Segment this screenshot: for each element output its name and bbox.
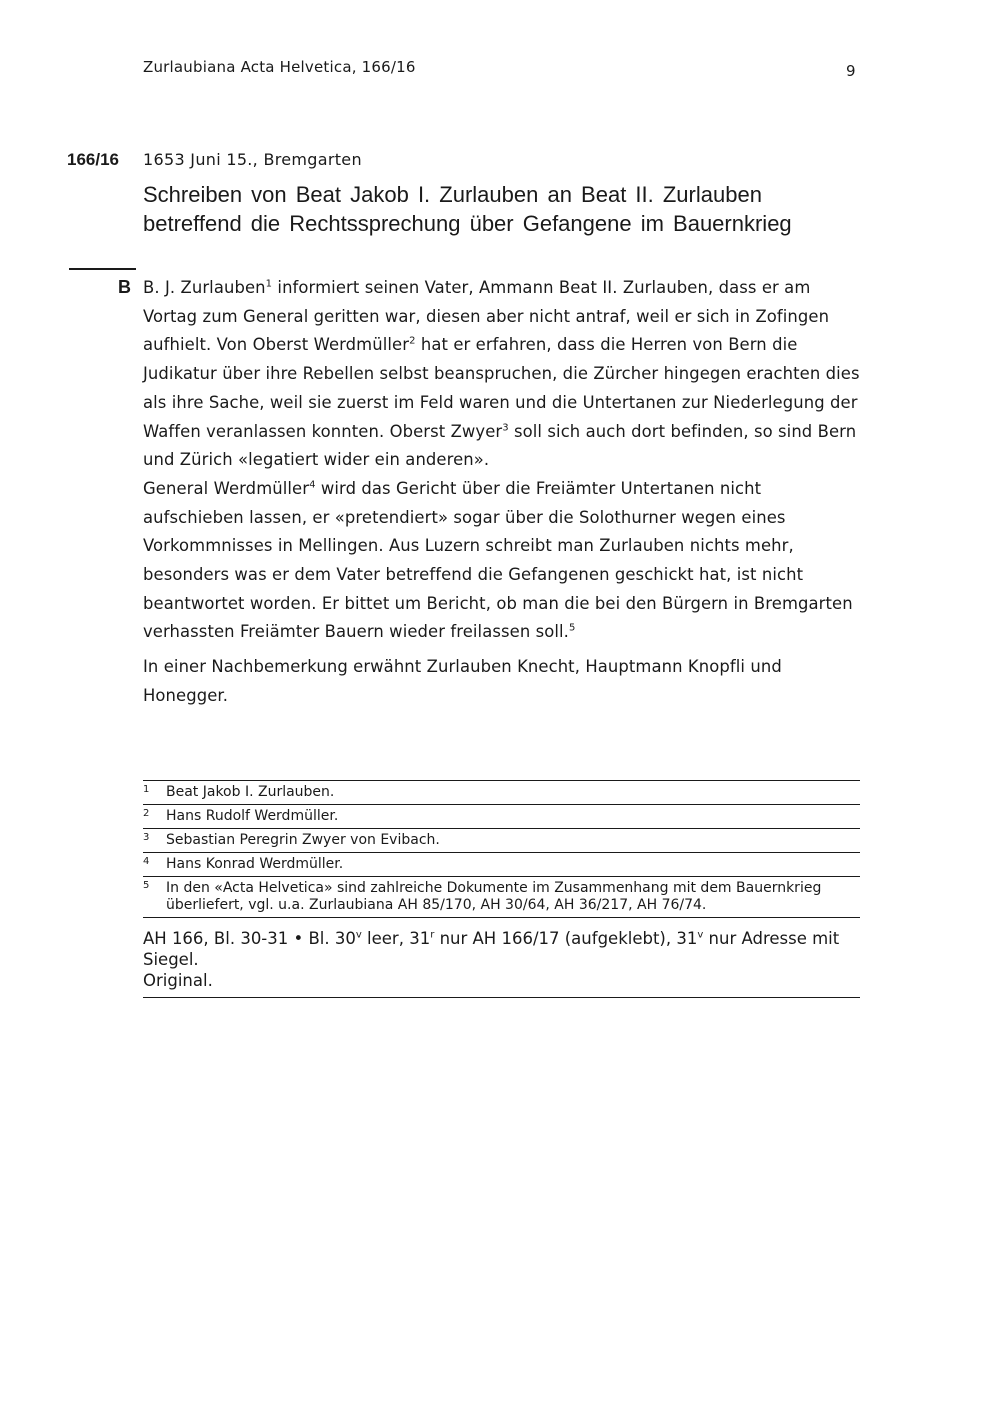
entry-number [67, 150, 119, 170]
section-rule [69, 268, 136, 270]
body-paragraph-1: B. J. Zurlauben$^1$ informiert seinen Vater, Ammann Beat II. Zurlauben, dass er am Vortag zum General geritten war, diesen aber nicht antraf, weil er sich in Zofingen aufhielt. Von Oberst Werdmüller$^2$ hat er erfahren, dass die Herren von Bern die Judikatur über ihre Rebellen selbst beanspruchen, die Zürcher hingegen erachten dies als ihre Sache, weil sie zuerst im Feld waren und die Untertanen zur Niederlegung der Waffen veranlassen konnten. Oberst Zwyer$^3$ soll sich auch dort befinden, so sind Bern und Zürich «legatiert wider ein anderen». [143, 278, 860, 470]
footnote-number: 1 [143, 784, 150, 795]
source-type: Original. [143, 971, 213, 990]
footnote-number: 3 [143, 832, 150, 843]
source-description [143, 928, 860, 998]
footnote-text: Sebastian Peregrin Zwyer von Evibach. [166, 832, 440, 848]
footnote-number: 2 [143, 808, 150, 819]
footnote-text: Beat Jakob I. Zurlauben. [166, 784, 335, 800]
footnote-text: Hans Rudolf Werdmüller. [166, 808, 339, 824]
footnotes [143, 780, 860, 918]
entry-title: Schreiben von Beat Jakob I. Zurlauben an Beat II. Zurlauben betreffend die Rechtssprechung über Gefangene im Bauernkrieg [143, 182, 792, 236]
footnote-3 [143, 829, 860, 853]
footnote-text: Hans Konrad Werdmüller. [166, 856, 344, 872]
running-head: Zurlaubiana Acta Helvetica, 166/16 [143, 58, 416, 76]
footnote-4 [143, 853, 860, 877]
body-paragraph-2: General Werdmüller$^4$ wird das Gericht über die Freiämter Untertanen nicht aufschieben lassen, er «pretendiert» sogar über die Solothurner wegen eines Vorkommnisses in Mellingen. Aus Luzern schreibt man Zurlauben nichts mehr, besonders was er dem Vater betreffend die Gefangenen geschickt hat, ist nicht beantwortet worden. Er bittet um Bericht, ob man die bei den Bürgern in Bremgarten verhassten Freiämter Bauern wieder freilassen soll.$^5$ [143, 478, 853, 642]
footnote-1 [143, 781, 860, 805]
section-marker: B [118, 277, 131, 297]
footnote-ref-4: 4 [309, 479, 316, 491]
page-number: 9 [846, 62, 856, 80]
entry-number-sub: /16 [95, 150, 120, 169]
regest-body [143, 274, 863, 711]
footnote-text: In den «Acta Helvetica» sind zahlreiche Dokumente im Zusammenhang mit dem Bauernkrieg überliefert, vgl. u.a. Zurlaubiana AH 85/170, AH 30/64, AH 36/217, AH 76/74. [166, 880, 822, 913]
footnote-2 [143, 805, 860, 829]
footnote-ref-2: 2 [409, 335, 416, 347]
footnote-number: 5 [143, 880, 150, 891]
footnote-ref-5: 5 [569, 622, 576, 634]
body-paragraph-3: In einer Nachbemerkung erwähnt Zurlauben Knecht, Hauptmann Knopfli und Honegger. [143, 657, 782, 705]
footnote-ref-3: 3 [502, 422, 509, 434]
source-folio-line: AH 166, Bl. 30-31 • Bl. 30$^v$ leer, 31$^r$ nur AH 166/17 (aufgeklebt), 31$^v$ nur Adresse mit Siegel. [143, 929, 840, 969]
footnote-5 [143, 877, 860, 918]
entry-number-main: 166 [67, 150, 96, 169]
footnote-ref-1: 1 [265, 278, 273, 290]
entry-date-place: 1653 Juni 15., Bremgarten [143, 150, 362, 169]
footnote-number: 4 [143, 856, 150, 867]
